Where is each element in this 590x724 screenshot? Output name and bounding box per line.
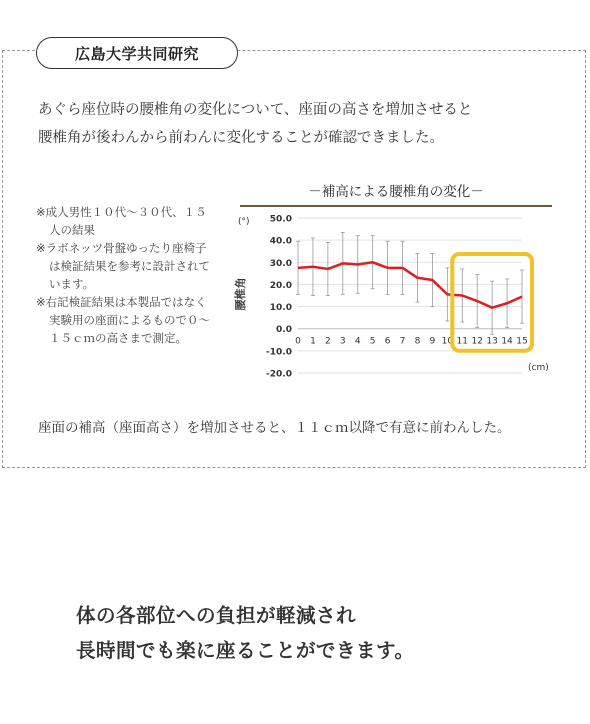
y-tick-label: 10.0 [269, 303, 292, 314]
y-tick-label: 30.0 [269, 258, 292, 269]
y-axis-label: 腰椎角 [234, 277, 247, 311]
note-item: ※右記検証結果は本製品ではなく実験用の座面によるもので０〜１５ｃｍの高さまで測定。 [36, 295, 210, 345]
tagline-line-2: 長時間でも楽に座ることができます。 [76, 639, 415, 662]
lead-line-2: 腰椎角が後わんから前わんに変化することが確認できました。 [38, 130, 444, 146]
x-tick-label: 13 [486, 336, 498, 347]
research-badge: 広島大学共同研究 [36, 37, 238, 69]
x-tick-label: 14 [501, 336, 513, 347]
x-tick-label: 5 [369, 336, 376, 347]
y-tick-label: 50.0 [269, 214, 292, 225]
x-tick-label: 0 [295, 336, 301, 347]
x-tick-label: 4 [354, 336, 361, 347]
x-axis-ticks [295, 337, 528, 347]
note-item: ※成人男性１０代〜３０代、１５人の結果 [36, 205, 207, 237]
x-tick-label: 8 [414, 336, 421, 347]
tagline-line-1: 体の各部位への負担が軽減され [76, 604, 357, 627]
lead-line-1: あぐら座位時の腰椎角の変化について、座面の高さを増加させると [38, 102, 473, 118]
y-tick-label: 0.0 [276, 325, 292, 336]
series-line [298, 262, 522, 307]
x-tick-label: 2 [324, 336, 331, 347]
x-tick-label: 11 [456, 336, 468, 347]
x-tick-label: 6 [384, 336, 391, 347]
chart-title: －補高による腰椎角の変化－ [308, 184, 484, 200]
x-tick-label: 9 [429, 336, 436, 347]
x-tick-label: 10 [441, 336, 454, 347]
y-tick-label: 40.0 [269, 236, 292, 247]
conclusion-text: 座面の補高（座面高さ）を増加させると、１１ｃｍ以降で有意に前わんした。 [38, 420, 511, 436]
x-unit-label: (cm) [528, 363, 549, 373]
lumbar-angle-chart [232, 210, 552, 382]
study-notes [36, 203, 216, 347]
error-bars [296, 232, 524, 334]
y-tick-label: -20.0 [266, 369, 292, 380]
x-tick-label: 12 [471, 336, 483, 347]
x-tick-label: 3 [339, 336, 346, 347]
y-tick-label: 20.0 [269, 280, 292, 291]
x-tick-label: 1 [310, 336, 316, 347]
tagline [76, 598, 414, 668]
y-tick-label: -10.0 [266, 347, 292, 358]
note-item: ※ラボネッツ骨盤ゆったり座椅子は検証結果を参考に設計されています。 [36, 241, 210, 291]
y-axis-ticks [266, 215, 292, 380]
lead-text [38, 96, 558, 152]
chart-title-rule [240, 205, 552, 207]
x-tick-label: 15 [516, 336, 528, 347]
y-unit-label: (°) [238, 217, 250, 227]
x-tick-label: 7 [399, 336, 406, 347]
